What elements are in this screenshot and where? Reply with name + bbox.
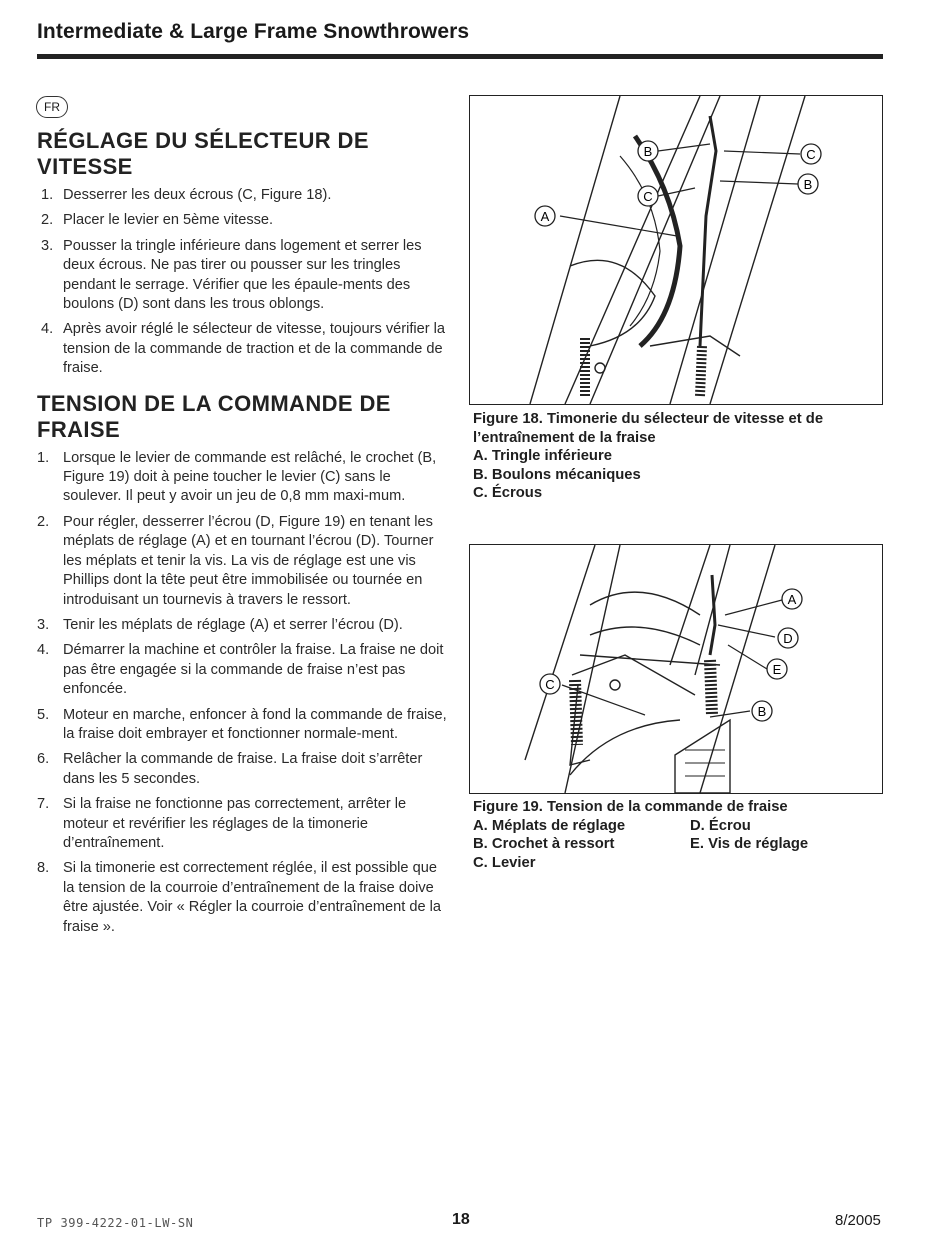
callout-e: E	[772, 662, 782, 677]
figure-19-caption	[473, 798, 893, 872]
callout-line-a	[560, 216, 677, 236]
callout-c: C	[545, 677, 555, 692]
legend-item: A. Tringle inférieure	[473, 448, 612, 465]
callout-b-left: B	[643, 144, 653, 159]
figure-18-caption-title: Figure 18. Timonerie du sélecteur de vitesse et de l’entraînement de la fraise	[473, 411, 824, 446]
figure-18-drawing	[470, 96, 882, 404]
callout-c-left: C	[643, 189, 653, 204]
figure-19-illustration	[469, 544, 883, 794]
legend-item: E. Vis de réglage	[690, 836, 809, 853]
footer-date: 8/2005	[835, 1212, 881, 1229]
legend-item: B. Boulons mécaniques	[473, 466, 641, 483]
list-item: 2. Placer le levier en 5ème vitesse.	[41, 212, 274, 229]
legend-item: A. Méplats de réglage	[473, 817, 626, 834]
left-column	[37, 128, 452, 937]
header-rule	[37, 54, 883, 59]
list-item: 1. Desserrer les deux écrous (C, Figure 18).	[41, 187, 332, 203]
list-item: 5. Moteur en marche, enfoncer à fond la commande de fraise, la fraise doit embrayer et fonctionner normale-ment.	[37, 706, 447, 742]
list-item: 1. Lorsque le levier de commande est relâché, le crochet (B, Figure 19) doit à peine toucher le levier (C) sans le soulever. Il peut y avoir un jeu de 0,8 mm maxi-mum.	[37, 449, 437, 505]
section2-title	[37, 391, 452, 443]
legend-item: B. Crochet à ressort	[473, 836, 615, 853]
section2-title-line1: TENSION DE LA COMMANDE DE	[37, 390, 391, 416]
section1-title-line2: VITESSE	[37, 154, 133, 179]
section1-title	[37, 128, 452, 180]
section2-steps	[37, 449, 452, 937]
list-item: 7. Si la fraise ne fonctionne pas correctement, arrêter le moteur et revérifier les réglages de la timonerie d’entraînement.	[37, 796, 407, 851]
legend-item: C. Levier	[473, 854, 536, 871]
page-header-title: Intermediate & Large Frame Snowthrowers	[37, 20, 470, 43]
section2-title-line2: FRAISE	[37, 416, 121, 442]
list-item: 6. Relâcher la commande de fraise. La fraise doit s’arrêter dans les 5 secondes.	[37, 751, 423, 787]
figure-19-legend	[473, 817, 893, 873]
callout-b: B	[757, 704, 767, 719]
callout-d: D	[783, 631, 793, 646]
section1-steps	[37, 186, 452, 379]
footer-doc-code: TP 399-4222-01-LW-SN	[37, 1216, 194, 1230]
callout-a: A	[787, 592, 797, 607]
figure-19-caption-title: Figure 19. Tension de la commande de fraise	[473, 799, 788, 815]
list-item: 4. Après avoir réglé le sélecteur de vitesse, toujours vérifier la tension de la commande de traction et de la commande de fraise.	[41, 321, 446, 377]
figure-19-drawing	[470, 545, 882, 793]
figure-18-illustration	[469, 95, 883, 405]
language-badge: FR	[36, 96, 68, 118]
list-item: 4. Démarrer la machine et contrôler la fraise. La fraise ne doit pas être engagée si la commande de fraise n’est pas enfoncée.	[37, 642, 444, 698]
list-item: 8. Si la timonerie est correctement réglée, il est possible que la tension de la courroie d’entraînement de la fraise doive être ajustée. Voir « Régler la courroie d’entraînement de la fraise ».	[37, 860, 442, 935]
footer-page-number: 18	[452, 1211, 470, 1228]
callout-c-right: C	[806, 147, 816, 162]
callout-b-right: B	[803, 177, 813, 192]
section1-title-line1: RÉGLAGE DU SÉLECTEUR DE	[37, 128, 369, 153]
list-item: 2. Pour régler, desserrer l’écrou (D, Figure 19) en tenant les méplats de réglage (A) et en tournant l’écrou (D). Tourner les méplats et tenir la vis. La vis de réglage est une vis Phillips dont la tête peut être immobilisée ou tournée en introduisant un tournevis à travers le ressort.	[37, 513, 434, 608]
legend-item: D. Écrou	[690, 817, 751, 834]
list-item: 3. Pousser la tringle inférieure dans logement et serrer les deux écrous. Ne pas tirer ou pousser sur les tringles pendant le serrage. Vérifier que les épaule-ments des boulons (D) sont dans les trous oblongs.	[41, 237, 422, 313]
legend-item: C. Écrous	[473, 485, 543, 502]
list-item: 3. Tenir les méplats de réglage (A) et serrer l’écrou (D).	[37, 616, 403, 633]
callout-a: A	[540, 209, 550, 224]
figure-18-caption	[473, 410, 883, 503]
